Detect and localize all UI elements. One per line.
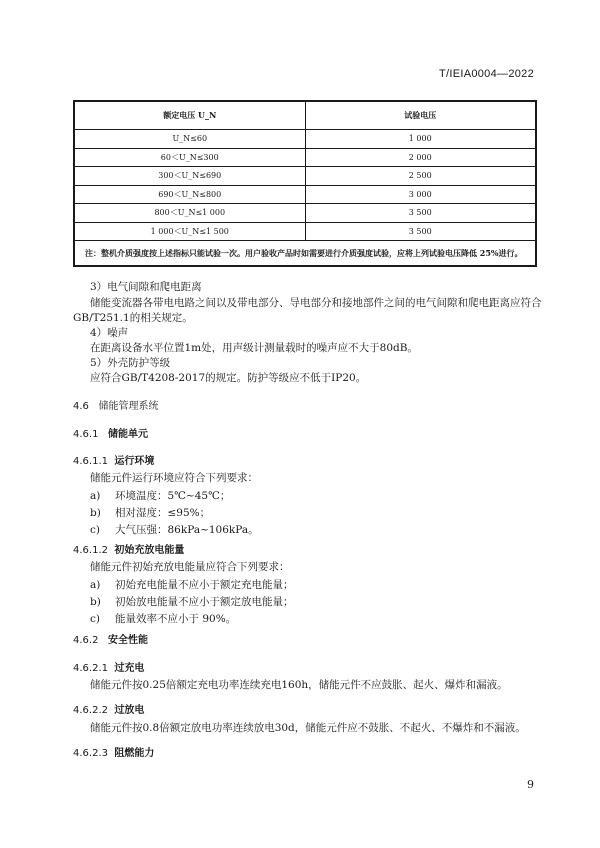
table-row [74,204,536,223]
heading-title: 储能管理系统 [98,401,159,412]
heading-title: 过充电 [114,663,145,674]
test-voltage-table [73,100,537,267]
charge-intro: 储能元件初始充放电能量应符合下列要求： [90,561,290,573]
heading-4-6 [73,397,158,412]
heading-title: 运行环境 [114,456,155,467]
heading-number: 4.6.2.2 [73,705,108,716]
rated-voltage-cell: 800＜U_N≤1 000 [74,204,305,223]
table-note: 注：整机介质强度按上述指标只能试验一次。用户验收产品时如需要进行介质强度试验，应将上列试验电压降低 25%进行。 [74,241,536,267]
header-rated-voltage: 额定电压 U_N [74,101,305,130]
list-item [90,611,236,626]
list-label: a) [90,579,101,591]
test-voltage-cell: 3 500 [305,204,536,223]
list-label: b) [90,596,101,608]
test-voltage-cell: 1 000 [305,130,536,149]
list-item [90,522,259,537]
table-header-row [74,101,536,130]
list-text: 初始放电能量不应小于额定放电能量； [115,596,294,608]
heading-title: 过放电 [114,705,145,716]
list-text: 环境温度：5℃~45℃； [115,490,231,502]
heading-4-6-2-2 [73,701,144,716]
overcharge-text: 储能元件按0.25倍额定充电功率连续充电160h，储能元件不应鼓胀、起火、爆炸和漏液。 [90,679,508,691]
list-label: c) [90,613,100,625]
table-row [74,185,536,204]
heading-title: 储能单元 [108,429,148,440]
standard-number: T/IEIA0004—2022 [438,68,534,80]
page-number: 9 [527,778,534,791]
section-5-text: 应符合GB/T4208-2017的规定。防护等级应不低于IP20。 [90,372,367,384]
heading-4-6-2 [73,631,148,646]
heading-number: 4.6.1 [73,429,99,440]
heading-4-6-1-1 [73,452,154,467]
list-item [90,577,294,592]
section-5-title: 5）外壳防护等级 [90,357,171,369]
rated-voltage-cell: 300＜U_N≤690 [74,167,305,186]
environment-intro: 储能元件运行环境应符合下列要求： [90,472,258,484]
heading-4-6-2-1 [73,659,144,674]
table-note-row [74,241,536,267]
section-3-text-line1: 储能变流器各带电电路之间以及带电部分、导电部分和接地部件之间的电气间隙和爬电距离应符合 [90,297,542,309]
section-4-text: 在距离设备水平位置1m处，用声级计测量载时的噪声应不大于80dB。 [90,342,418,354]
heading-4-6-1-2 [73,541,184,556]
list-item [90,505,210,520]
list-text: 相对湿度：≤95%； [115,507,211,519]
overdischarge-text: 储能元件按0.8倍额定放电功率连续放电30d，储能元件应不鼓胀、不起火、不爆炸和不漏液。 [90,722,526,734]
rated-voltage-cell: 690＜U_N≤800 [74,185,305,204]
list-label: c) [90,524,100,536]
list-item [90,594,294,609]
heading-number: 4.6.2.1 [73,663,108,674]
section-3-title: 3）电气间隙和爬电距离 [90,281,202,293]
rated-voltage-cell: 60＜U_N≤300 [74,148,305,167]
list-text: 大气压强：86kPa~106kPa。 [115,524,259,536]
test-voltage-cell: 3 000 [305,185,536,204]
test-voltage-cell: 2 500 [305,167,536,186]
heading-number: 4.6.2.3 [73,748,108,759]
heading-4-6-2-3 [73,744,154,759]
header-test-voltage: 试验电压 [305,101,536,130]
heading-number: 4.6.1.2 [73,545,108,556]
heading-title: 安全性能 [108,635,148,646]
table-row [74,148,536,167]
list-label: b) [90,507,101,519]
section-4-title: 4）噪声 [90,327,129,339]
table-row [74,130,536,149]
list-text: 初始充电能量不应小于额定充电能量； [115,579,294,591]
rated-voltage-cell: U_N≤60 [74,130,305,149]
heading-4-6-1 [73,425,148,440]
list-item [90,488,230,503]
list-label: a) [90,490,101,502]
rated-voltage-cell: 1 000＜U_N≤1 500 [74,222,305,241]
heading-title: 初始充放电能量 [114,545,185,556]
heading-number: 4.6.2 [73,635,99,646]
test-voltage-cell: 2 000 [305,148,536,167]
list-text: 能量效率不应小于 90%。 [115,613,237,625]
section-3-text-line2: GB/T251.1的相关规定。 [73,312,193,324]
heading-title: 阻燃能力 [114,748,155,759]
table-row [74,167,536,186]
test-voltage-cell: 3 500 [305,222,536,241]
table-row [74,222,536,241]
heading-number: 4.6.1.1 [73,456,108,467]
heading-number: 4.6 [73,401,89,412]
